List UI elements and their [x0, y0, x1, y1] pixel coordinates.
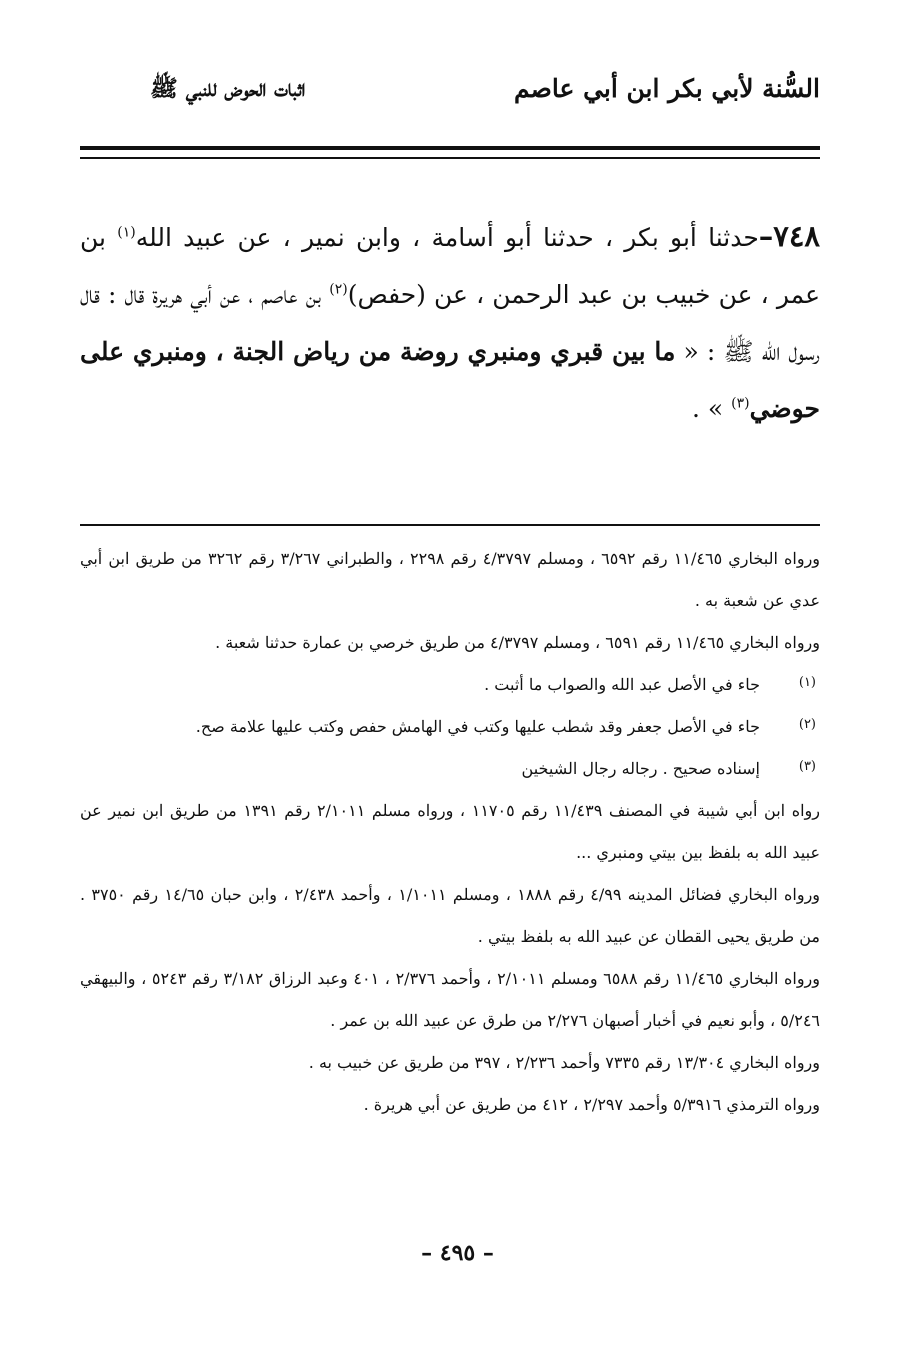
footnote-line: ورواه البخاري ١٣/٣٠٤ رقم ٧٣٣٥ وأحمد ٢/٢٣٦ ، ٣٩٧ من طريق عن خبيب به . [308, 1053, 820, 1072]
footnotes [80, 538, 820, 1126]
hadith-matn: ما بين قبري ومنبري روضة من رياض الجنة ، ومنبري على حوضي [80, 337, 820, 423]
footnote-line: رواه ابن أبي شيبة في المصنف ١١/٤٣٩ رقم ١١٧٠٥ ، ورواه مسلم ٢/١٠١١ رقم ١٣٩١ من طريق ابن نمير عن عبيد الله به بلفظ بين بيتي ومنبري ... [80, 801, 821, 862]
footnote-line: ورواه الترمذي ٥/٣٩١٦ وأحمد ٢/٢٩٧ ، ٤١٢ من طريق عن أبي هريرة . [363, 1095, 820, 1114]
footnote-2: (٢) جاء في الأصل جعفر وقد شطب عليها وكتب في الهامش حفص وكتب عليها علامة صح. [80, 706, 820, 748]
footnote-ref-3: (٣) [731, 395, 750, 412]
footnote-line: ورواه البخاري ١١/٤٦٥ رقم ٦٥٩٢ ، ومسلم ٤/٣٧٩٧ رقم ٢٢٩٨ ، والطبراني ٣/٢٦٧ رقم ٣٢٦٢ من طريق ابن أبي عدي عن شعبة به . [80, 549, 821, 610]
footnote-marker: (٢) [798, 717, 816, 732]
hadith-number: ٧٤٨ [773, 219, 821, 253]
footnote-line: ورواه البخاري فضائل المدينه ٤/٩٩ رقم ١٨٨٨ ، ومسلم ١/١٠١١ ، وأحمد ٢/٤٣٨ ، وابن حبان ١٤/٦٥ رقم ٣٧٥٠ . من طريق يحيى القطان عن عبيد الله به بلفظ بيتي . [80, 885, 821, 946]
footnote-marker: (١) [798, 675, 816, 690]
footnote-separator [80, 524, 820, 526]
footnote-3: (٣) إسناده صحيح . رجاله رجال الشيخين [80, 748, 820, 790]
header-rule-thick [80, 146, 820, 150]
chapter-title: اثبات الحوض للنبي ﷺ [150, 75, 306, 102]
hadith-paragraph [80, 208, 820, 437]
footnote-marker: (٣) [798, 759, 816, 774]
footnote-line: ورواه البخاري ١١/٤٦٥ رقم ٦٥٩١ ، ومسلم ٤/٣٧٩٧ من طريق خرصي بن عمارة حدثنا شعبة . [215, 633, 820, 652]
hadith-text-3: بن عاصم ، عن أبي هريرة قال : قال رسول الله ﷺ : « [80, 280, 820, 366]
hadith-text-2: بن عمر ، عن خبيب بن عبد الرحمن ، عن (حفص) [80, 223, 820, 309]
running-header [150, 70, 820, 118]
footnote-1: (١) جاء في الأصل عبد الله والصواب ما أثبت . [80, 664, 820, 706]
footnote-ref-1: (١) [117, 224, 136, 241]
book-title: السُّنة لأبي بكر ابن أبي عاصم [513, 74, 820, 103]
header-rule-thin [80, 157, 820, 159]
hadith-dash: – [758, 219, 774, 253]
footnote-ref-2: (٢) [329, 281, 348, 298]
hadith-end: » . [691, 394, 732, 423]
page-number: – ٤٩٥ – [421, 1240, 494, 1266]
footnote-line: ورواه البخاري ١١/٤٦٥ رقم ٦٥٨٨ ومسلم ٢/١٠١١ ، وأحمد ٢/٣٧٦ ، ٤٠١ وعبد الرزاق ٣/١٨٢ رقم ٥٢٤٣ ، والبيهقي ٥/٢٤٦ ، وأبو نعيم في أخبار أصبهان ٢/٢٧٦ من طرق عن عبيد الله بن عمر . [80, 969, 821, 1030]
hadith-text-1: حدثنا أبو بكر ، حدثنا أبو أسامة ، وابن نمير ، عن عبيد الله [135, 223, 759, 252]
